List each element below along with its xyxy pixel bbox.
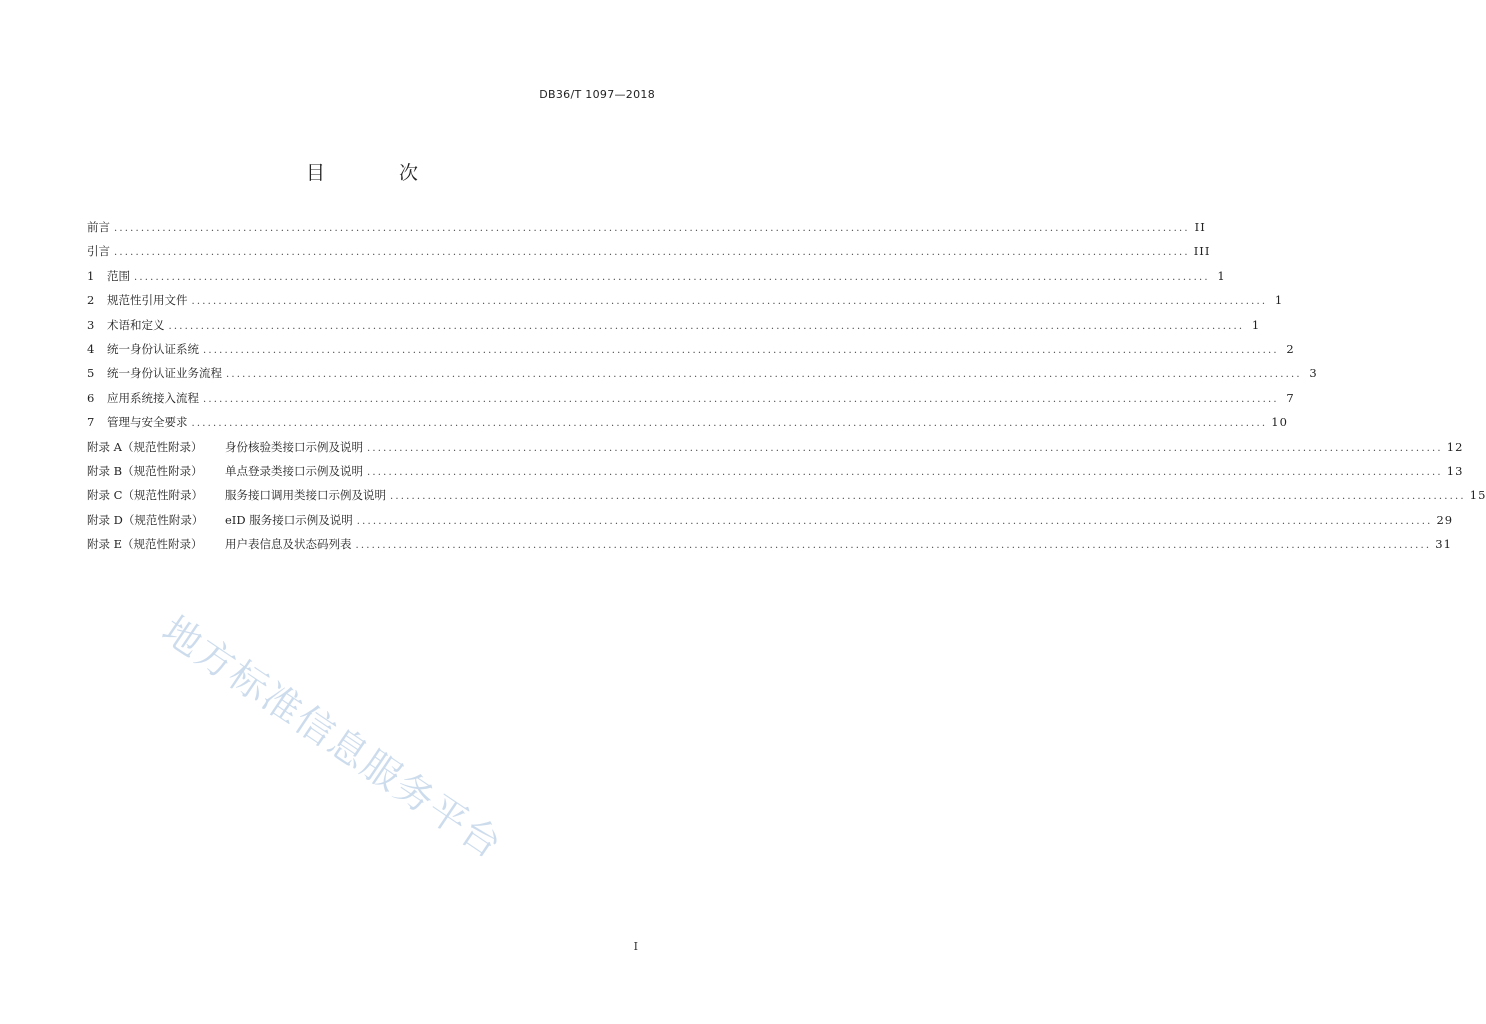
toc-entry-label: 统一身份认证业务流程 [107, 366, 222, 381]
toc-entry-scope[interactable] [87, 268, 1226, 292]
toc-entry-label: 管理与安全要求 [107, 415, 188, 430]
toc-leader-dots: ........................................................................................................................................................................................................ [355, 540, 1432, 552]
toc-leader-dots: ........................................................................................................................................................................................................ [134, 271, 1210, 283]
toc-entry-page: 31 [1435, 537, 1452, 552]
toc-entry-label: 身份核验类接口示例及说明 [225, 439, 363, 454]
toc-leader-dots: ........................................................................................................................................................................................................ [367, 466, 1443, 478]
toc-leader-dots: ........................................................................................................................................................................................................ [356, 515, 1433, 527]
toc-entry-number: 4 [87, 341, 95, 356]
toc-entry-page: 1 [1274, 293, 1284, 308]
toc-entry-label: 前言 [87, 220, 110, 234]
toc-entry-foreword[interactable] [87, 219, 1206, 243]
toc-leader-dots: ........................................................................................................................................................................................................ [203, 393, 1279, 405]
toc-entry-label: 用户表信息及状态码列表 [225, 537, 352, 552]
toc-entry-security[interactable] [87, 414, 1288, 438]
toc-leader-dots: ........................................................................................................................................................................................................ [367, 442, 1443, 454]
toc-entry-number: 2 [87, 293, 95, 308]
toc-leader-dots: ........................................................................................................................................................................................................ [114, 247, 1190, 259]
toc-entry-label: 应用系统接入流程 [107, 390, 199, 405]
toc-appendix-d[interactable] [87, 512, 1454, 536]
toc-entry-introduction[interactable] [87, 243, 1211, 267]
toc-leader-dots: ........................................................................................................................................................................................................ [226, 369, 1302, 381]
page-number: I [633, 940, 638, 953]
toc-appendix-a[interactable] [87, 439, 1464, 463]
toc-entry-label: eID 服务接口示例及说明 [225, 512, 353, 527]
toc-entry-terms[interactable] [87, 317, 1261, 341]
toc-leader-dots: ........................................................................................................................................................................................................ [191, 296, 1268, 308]
toc-entry-business-process[interactable] [87, 365, 1318, 389]
appendix-prefix: 附录 E（规范性附录） [87, 537, 203, 552]
toc-leader-dots: ........................................................................................................................................................................................................ [168, 320, 1245, 332]
toc-entry-access-process[interactable] [87, 390, 1295, 414]
toc-entry-label: 引言 [87, 244, 110, 259]
toc-entry-label: 范围 [107, 268, 130, 283]
toc-entry-number: 6 [87, 390, 95, 405]
standard-code: DB36/T 1097—2018 [539, 88, 655, 101]
toc-entry-label: 统一身份认证系统 [107, 341, 199, 356]
toc-appendix-e[interactable] [87, 536, 1452, 560]
appendix-prefix: 附录 B（规范性附录） [87, 463, 203, 478]
watermark-text: 地方标准信息服务平台 [154, 607, 511, 868]
toc-entry-page: 10 [1271, 415, 1288, 430]
page-title: 目 次 [305, 162, 453, 184]
toc-entry-number: 3 [87, 317, 95, 332]
toc-entry-number: 1 [87, 268, 95, 283]
toc-entry-page: 7 [1286, 390, 1295, 405]
toc-leader-dots: ........................................................................................................................................................................................................ [114, 223, 1190, 234]
appendix-prefix: 附录 C（规范性附录） [87, 488, 203, 503]
toc-entry-page: II [1194, 220, 1206, 234]
toc-entry-page: 2 [1286, 341, 1295, 356]
toc-entry-label: 服务接口调用类接口示例及说明 [225, 488, 386, 503]
toc-entry-page: 3 [1309, 366, 1318, 381]
toc-leader-dots: ........................................................................................................................................................................................................ [390, 491, 1466, 503]
toc-entry-label: 规范性引用文件 [107, 293, 188, 308]
toc-appendix-b[interactable] [87, 463, 1464, 487]
toc-entry-number: 5 [87, 366, 95, 381]
toc-entry-page: 1 [1217, 268, 1226, 283]
toc-entry-page: 1 [1251, 317, 1261, 332]
appendix-prefix: 附录 D（规范性附录） [87, 512, 204, 527]
toc-entry-page: 12 [1446, 439, 1464, 454]
toc-entry-number: 7 [87, 415, 95, 430]
toc-entry-page: 15 [1469, 488, 1486, 503]
toc-entry-page: 29 [1436, 512, 1454, 527]
toc-leader-dots: ........................................................................................................................................................................................................ [191, 418, 1268, 430]
toc-entry-page: 13 [1446, 463, 1464, 478]
toc-leader-dots: ........................................................................................................................................................................................................ [203, 344, 1279, 356]
appendix-prefix: 附录 A（规范性附录） [87, 439, 203, 454]
toc-appendix-c[interactable] [87, 487, 1486, 511]
toc-entry-system[interactable] [87, 341, 1295, 365]
toc-entry-label: 术语和定义 [107, 317, 165, 332]
table-of-contents [87, 219, 1486, 560]
toc-entry-page: III [1193, 244, 1211, 259]
toc-entry-normative-references[interactable] [87, 292, 1284, 316]
toc-entry-label: 单点登录类接口示例及说明 [225, 463, 363, 478]
